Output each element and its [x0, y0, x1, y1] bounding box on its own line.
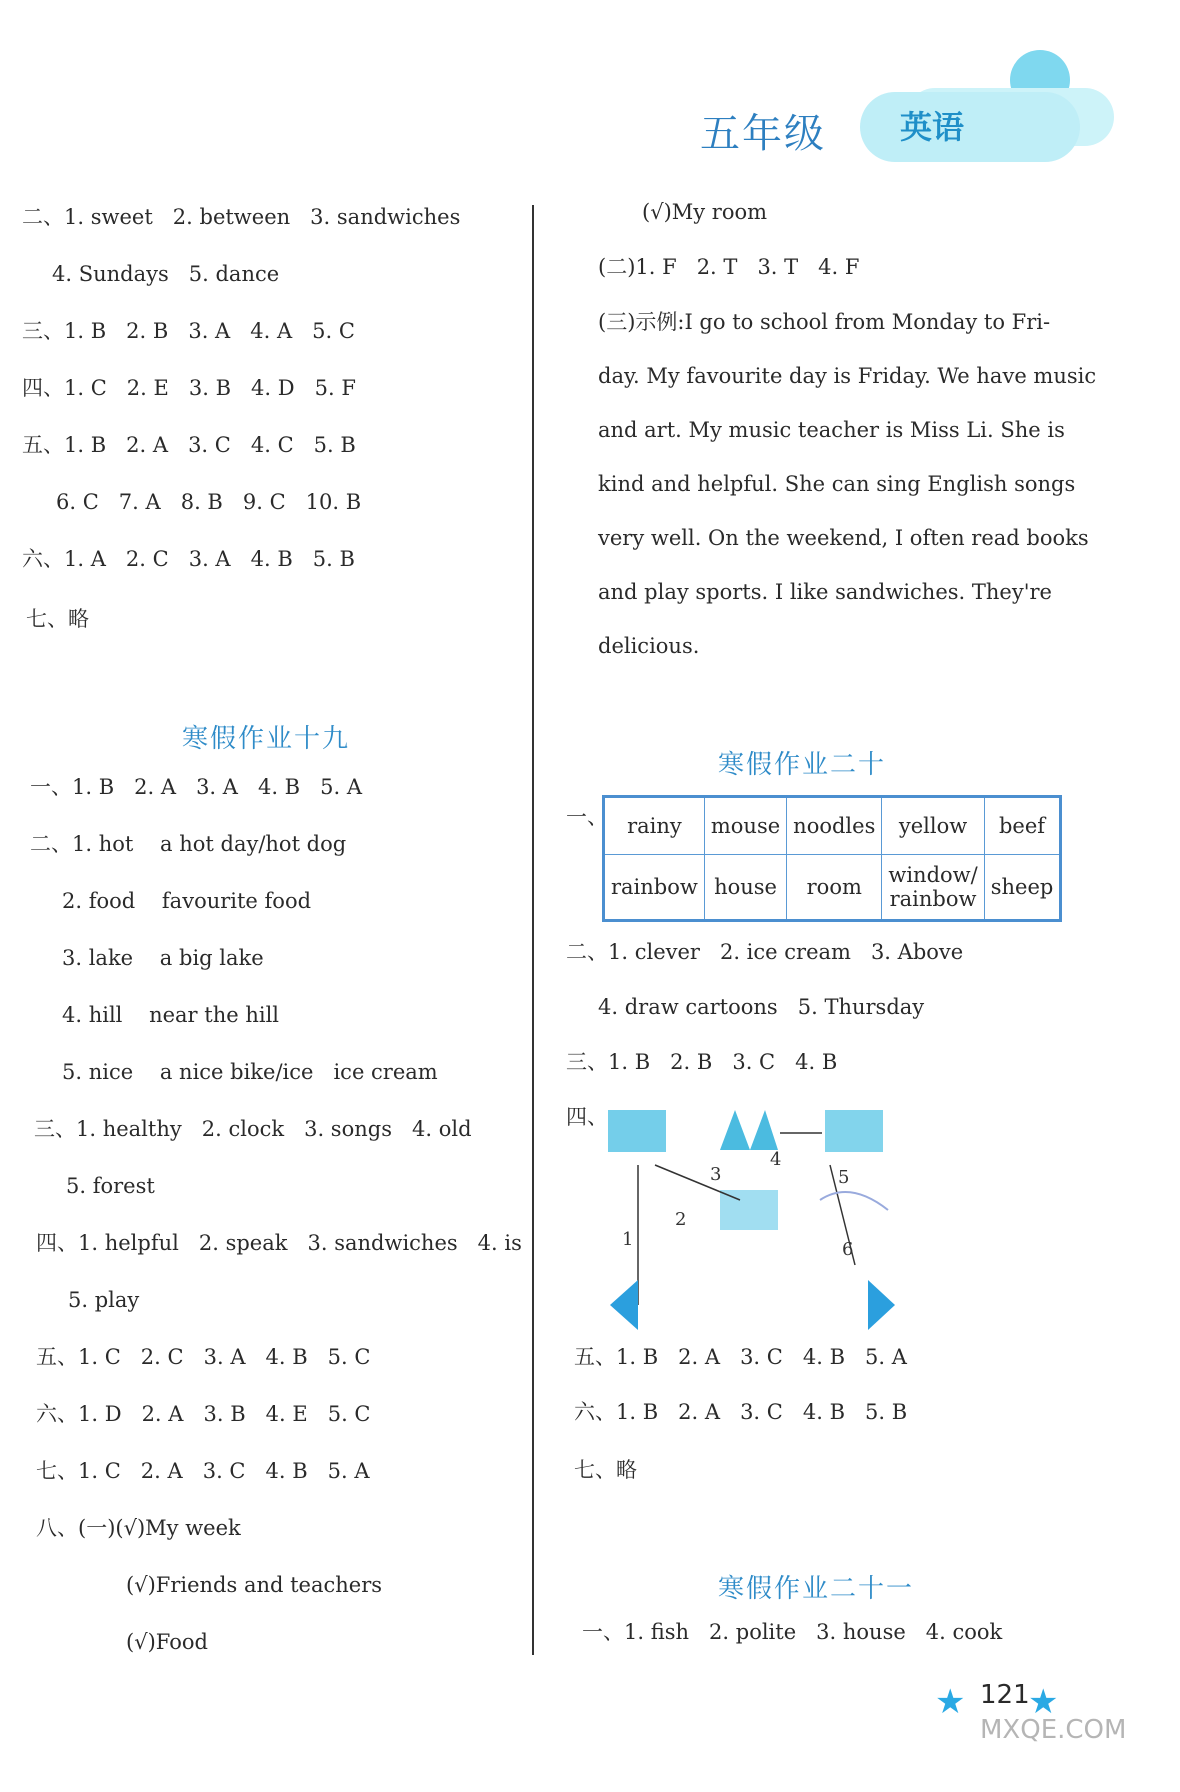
- cloud-icon: [860, 92, 1080, 162]
- table-cell: rainy: [604, 797, 705, 855]
- answer-line: 八、(一)(√)My week: [36, 1516, 241, 1540]
- answer-line: 四、1. helpful 2. speak 3. sandwiches 4. is: [36, 1231, 522, 1255]
- table-cell: house: [704, 855, 786, 921]
- answer-line: very well. On the weekend, I often read books: [598, 526, 1089, 550]
- answer-line: 2. food favourite food: [62, 889, 312, 913]
- star-icon: ★: [935, 1682, 966, 1722]
- table-cell: yellow: [882, 797, 984, 855]
- answer-line: 三、1. B 2. B 3. A 4. A 5. C: [22, 319, 355, 343]
- answer-line: 4. hill near the hill: [62, 1003, 280, 1027]
- section-title: 寒假作业二十: [718, 750, 887, 780]
- answer-line: 七、略: [26, 607, 89, 631]
- question-label: 四、: [566, 1105, 608, 1129]
- flag-icon: [868, 1280, 895, 1330]
- vocab-table: [602, 795, 1062, 922]
- answer-line: 二、1. hot a hot day/hot dog: [30, 832, 347, 856]
- flag-icon: [610, 1280, 638, 1330]
- answer-line: 4. draw cartoons 5. Thursday: [598, 995, 925, 1019]
- table-cell: noodles: [787, 797, 882, 855]
- table-cell: room: [787, 855, 882, 921]
- star-icon: ★: [1028, 1682, 1059, 1722]
- page-header: [700, 40, 1120, 170]
- answer-line: 6. C 7. A 8. B 9. C 10. B: [56, 490, 362, 514]
- answer-line: 五、1. B 2. A 3. C 4. B 5. A: [574, 1345, 907, 1369]
- table-cell: beef: [984, 797, 1061, 855]
- route-number: 6: [842, 1239, 854, 1260]
- grade-label: 五年级: [700, 111, 826, 157]
- route-number: 3: [710, 1164, 722, 1185]
- route-number: 5: [838, 1167, 850, 1188]
- answer-line: 三、1. healthy 2. clock 3. songs 4. old: [34, 1117, 472, 1141]
- answer-line: 六、1. B 2. A 3. C 4. B 5. B: [574, 1400, 908, 1424]
- answer-line: 5. nice a nice bike/ice ice cream: [62, 1060, 438, 1084]
- answer-line: 3. lake a big lake: [62, 946, 264, 970]
- answer-line: 5. forest: [66, 1174, 155, 1198]
- answer-line: (二)1. F 2. T 3. T 4. F: [598, 255, 860, 279]
- watermark: MXQE.COM: [980, 1715, 1127, 1745]
- answer-line: 一、1. B 2. A 3. A 4. B 5. A: [30, 775, 363, 799]
- answer-line: 4. Sundays 5. dance: [52, 262, 280, 286]
- table-row: [604, 797, 1061, 855]
- page-number: 121: [980, 1680, 1030, 1710]
- answer-line: 5. play: [68, 1288, 140, 1312]
- answer-line: 五、1. B 2. A 3. C 4. C 5. B: [22, 433, 356, 457]
- answer-line: and play sports. I like sandwiches. They're: [598, 580, 1052, 604]
- answer-line: 五、1. C 2. C 3. A 4. B 5. C: [36, 1345, 371, 1369]
- route-number: 4: [770, 1149, 782, 1170]
- route-map: [600, 1105, 920, 1330]
- answer-line: and art. My music teacher is Miss Li. She is: [598, 418, 1065, 442]
- answer-line: 一、1. fish 2. polite 3. house 4. cook: [582, 1620, 1003, 1644]
- table-cell: sheep: [984, 855, 1061, 921]
- route-number: 1: [622, 1229, 634, 1250]
- answer-line: 六、1. A 2. C 3. A 4. B 5. B: [22, 547, 355, 571]
- section-title: 寒假作业二十一: [718, 1574, 915, 1604]
- place-icon: [608, 1110, 666, 1152]
- answer-line: 六、1. D 2. A 3. B 4. E 5. C: [36, 1402, 371, 1426]
- column-divider: [532, 205, 534, 1655]
- answer-line: 二、1. clever 2. ice cream 3. Above: [566, 940, 964, 964]
- answer-line: 二、1. sweet 2. between 3. sandwiches: [22, 205, 461, 229]
- answer-line: (√)Friends and teachers: [126, 1573, 383, 1597]
- answer-line: kind and helpful. She can sing English songs: [598, 472, 1076, 496]
- answer-line: (√)Food: [126, 1630, 208, 1654]
- building-icon: [825, 1110, 883, 1152]
- table-cell: mouse: [704, 797, 786, 855]
- answer-line: (√)My room: [642, 200, 768, 224]
- route-number: 2: [675, 1209, 687, 1230]
- answer-line: (三)示例:I go to school from Monday to Fri-: [598, 310, 1051, 334]
- mountain-icon: [720, 1110, 778, 1150]
- table-cell: window/ rainbow: [882, 855, 984, 921]
- answer-line: 三、1. B 2. B 3. C 4. B: [566, 1050, 838, 1074]
- question-label: 一、: [566, 805, 608, 829]
- answer-line: 四、1. C 2. E 3. B 4. D 5. F: [22, 376, 356, 400]
- answer-line: day. My favourite day is Friday. We have music: [598, 364, 1097, 388]
- table-cell: rainbow: [604, 855, 705, 921]
- answer-line: 七、1. C 2. A 3. C 4. B 5. A: [36, 1459, 370, 1483]
- section-title: 寒假作业十九: [182, 724, 351, 754]
- answer-line: delicious.: [598, 634, 700, 658]
- answer-line: 七、略: [574, 1458, 637, 1482]
- subject-label: 英语: [900, 108, 965, 146]
- table-row: [604, 855, 1061, 921]
